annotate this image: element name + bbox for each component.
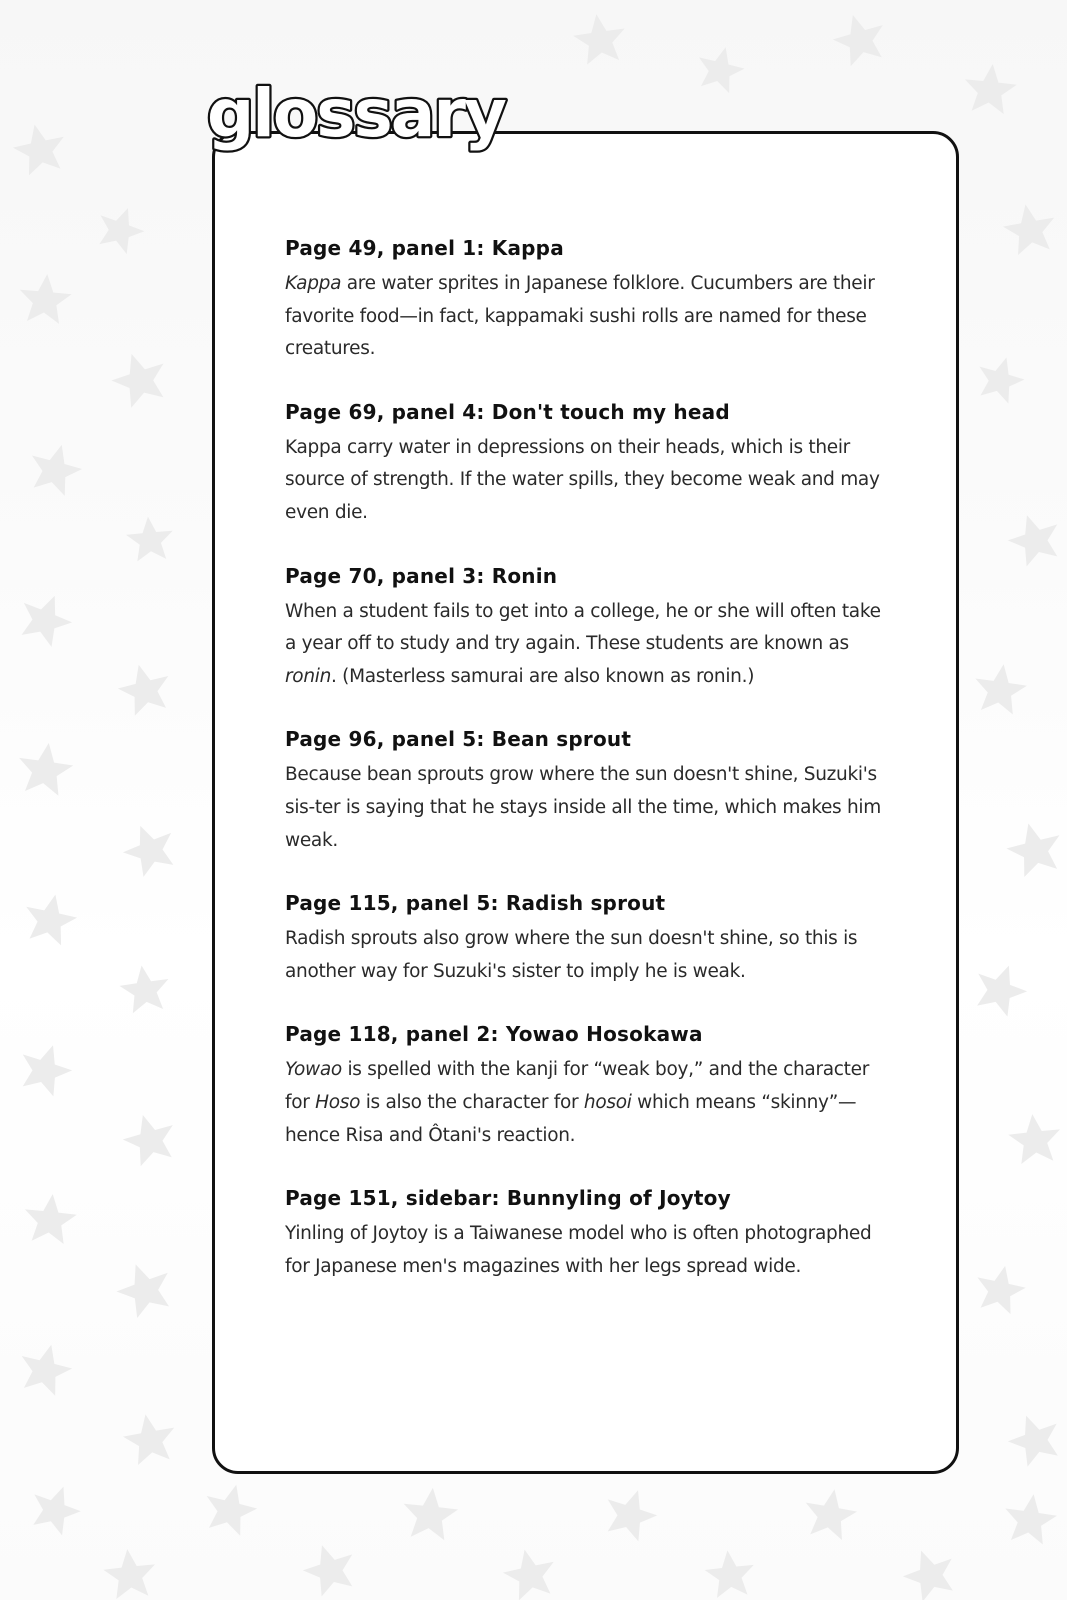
definition-text: When a student fails to get into a college, he or she will often take a year off to study and try again. These students are known as [285,600,881,655]
entry-definition [285,923,895,988]
definition-text: is spelled with the kanji for “weak boy,” and the character for [285,1059,870,1113]
definition-text: Because bean sprouts grow where the sun doesn't shine, Suzuki's sis-ter is saying that he stays inside all the time, which makes him weak. [285,764,881,851]
definition-text: Yinling of Joytoy is a Taiwanese model who is often photographed for Japanese men's magazines with her legs spread wide. [285,1223,872,1277]
entry-definition [285,1218,895,1283]
entry-definition [285,432,895,530]
glossary-entry [285,232,895,366]
entry-heading: Page 69, panel 4: Don't touch my head [285,399,730,424]
definition-text: Kappa carry water in depressions on their heads, which is their source of strength. If the water spills, they become weak and may even die. [285,436,880,523]
definition-text: are water sprites in Japanese folklore. Cucumbers are their favorite food—in fact, kappamaki sushi rolls are named for these creatures. [285,273,875,360]
glossary-entry [285,723,895,857]
entry-definition [285,1054,895,1152]
entry-definition [285,759,895,857]
entry-heading: Page 115, panel 5: Radish sprout [285,891,666,916]
entry-heading: Page 70, panel 3: Ronin [285,563,558,588]
italic-term: Hoso [315,1091,361,1113]
glossary-entry [285,1182,895,1283]
glossary-entry [285,887,895,988]
entry-heading: Page 151, sidebar: Bunnyling of Joytoy [285,1186,731,1211]
italic-term: Kappa [285,273,342,294]
glossary-logo [203,72,573,162]
definition-text: which means “skinny”—hence Risa and Ôtani's reaction. [285,1091,857,1146]
definition-text: is also the character for [360,1091,584,1113]
entry-heading: Page 118, panel 2: Yowao Hosokawa [285,1022,703,1047]
glossary-title-text: glossary [207,75,505,152]
definition-text: . (Masterless samurai are also known as ronin.) [331,665,755,687]
italic-term: hosoi [583,1091,632,1113]
italic-term: ronin [285,665,332,687]
glossary-title [203,72,573,162]
glossary-entry [285,560,895,694]
entry-heading: Page 96, panel 5: Bean sprout [285,727,632,752]
entry-definition [285,268,895,366]
italic-term: Yowao [285,1059,342,1081]
glossary-entry [285,1018,895,1152]
glossary-entry [285,396,895,530]
definition-text: Radish sprouts also grow where the sun doesn't shine, so this is another way for Suzuki's sister to imply he is weak. [285,928,858,982]
entry-heading: Page 49, panel 1: Kappa [285,236,564,260]
entry-definition [285,596,895,694]
glossary-entries [285,232,895,1313]
